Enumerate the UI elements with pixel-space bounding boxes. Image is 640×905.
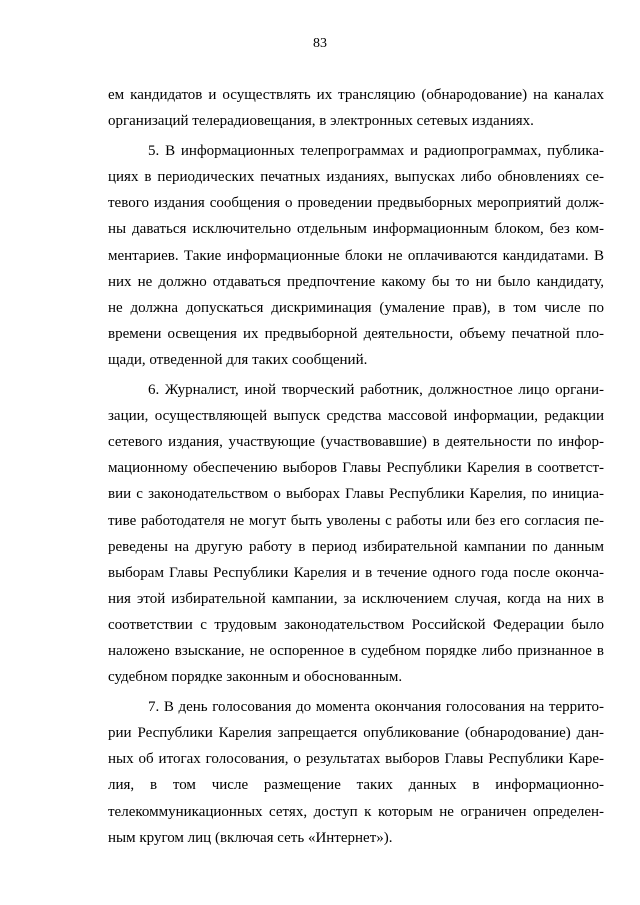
text-line: времени освещения их предвыборной деятельности, объему печатной пло-: [108, 325, 604, 342]
page-number: 83: [313, 36, 327, 51]
text-line: организаций телерадиовещания, в электронных сетевых изданиях.: [108, 113, 534, 130]
text-line: реведены на другую работу в период избирательной кампании по данным: [108, 538, 604, 555]
paragraph-continuation: [108, 82, 604, 134]
text-line: 7. В день голосования до момента окончания голосования на террито-: [148, 699, 604, 716]
paragraph-6: [108, 377, 604, 690]
text-line: рии Республики Карелия запрещается опубликование (обнародование) дан-: [108, 725, 604, 742]
text-line: них не должно отдаваться предпочтение какому бы то ни было кандидату,: [108, 273, 604, 290]
text-line: циях в периодических печатных изданиях, выпусках либо обновлениях се-: [108, 169, 604, 186]
text-line: ментариев. Такие информационные блоки не оплачиваются кандидатами. В: [108, 247, 604, 264]
text-line: вии с законодательством о выборах Главы Республики Карелия, по инициа-: [108, 486, 604, 503]
text-line: 5. В информационных телепрограммах и радиопрограммах, публика-: [148, 143, 604, 160]
text-line: телекоммуникационных сетях, доступ к которым не ограничен определен-: [108, 803, 604, 820]
text-line: судебном порядке законным и обоснованным.: [108, 669, 403, 686]
text-line: ным кругом лиц (включая сеть «Интернет»).: [108, 829, 393, 846]
paragraph-7: [108, 694, 604, 851]
document-body: [108, 82, 604, 851]
text-line: ния этой избирательной кампании, за исключением случая, когда на них в: [108, 590, 604, 607]
text-line: 6. Журналист, иной творческий работник, должностное лицо органи-: [148, 382, 604, 399]
text-line: ны даваться исключительно отдельным информационным блоком, без ком-: [108, 221, 604, 238]
text-line: щади, отведенной для таких сообщений.: [108, 351, 368, 368]
text-line: наложено взыскание, не оспоренное в судебном порядке либо признанное в: [108, 642, 604, 659]
text-line: ных об итогах голосования, о результатах выборов Главы Республики Каре-: [108, 751, 604, 768]
text-line: сетевого издания, участвующие (участвовавшие) в деятельности по инфор-: [108, 434, 604, 451]
text-line: соответствии с трудовым законодательством Российской Федерации было: [108, 616, 604, 633]
text-line: тевого издания сообщения о проведении предвыборных мероприятий долж-: [108, 195, 604, 212]
text-line: лия, в том числе размещение таких данных в информационно-: [108, 777, 604, 794]
text-line: зации, осуществляющей выпуск средства массовой информации, редакции: [108, 408, 604, 425]
text-line: выборам Главы Республики Карелия и в течение одного года после оконча-: [108, 564, 604, 581]
text-line: ем кандидатов и осуществлять их трансляцию (обнародование) на каналах: [108, 87, 604, 103]
text-line: не должна допускаться дискриминация (умаление прав), в том числе по: [108, 299, 604, 316]
paragraph-5: [108, 138, 604, 373]
text-line: тиве работодателя не могут быть уволены с работы или без его согласия пе-: [108, 512, 604, 529]
text-line: мационному обеспечению выборов Главы Республики Карелия в соответст-: [108, 460, 604, 477]
